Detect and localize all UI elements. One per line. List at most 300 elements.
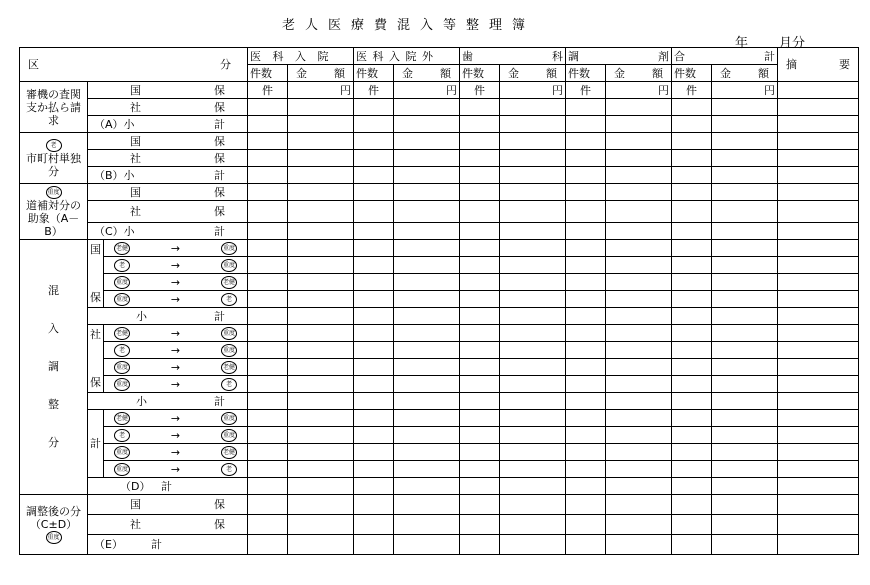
count-cell[interactable] [566,325,606,342]
amount-cell[interactable] [606,308,672,325]
remarks-cell[interactable] [778,167,859,184]
remarks-cell[interactable] [778,342,859,359]
count-cell[interactable] [354,274,394,291]
remarks-cell[interactable] [778,495,859,515]
count-cell[interactable] [566,116,606,133]
amount-cell[interactable] [500,201,566,223]
amount-cell[interactable] [500,150,566,167]
amount-cell[interactable] [606,359,672,376]
count-cell[interactable] [248,167,288,184]
count-cell[interactable] [460,308,500,325]
count-cell[interactable] [672,325,712,342]
table-row [20,495,859,515]
amount-cell[interactable] [500,274,566,291]
count-cell[interactable] [354,376,394,393]
amount-cell[interactable] [606,291,672,308]
count-cell[interactable] [460,201,500,223]
amount-cell[interactable] [500,427,566,444]
count-cell[interactable] [248,342,288,359]
table-row [20,133,859,150]
amount-cell[interactable] [288,342,354,359]
count-cell[interactable] [248,257,288,274]
count-cell[interactable] [354,201,394,223]
amount-cell[interactable] [606,495,672,515]
amount-cell[interactable] [394,167,460,184]
remarks-cell[interactable] [778,427,859,444]
count-cell[interactable] [672,393,712,410]
count-cell[interactable] [672,461,712,478]
count-cell[interactable] [248,201,288,223]
amount-cell[interactable] [606,99,672,116]
judo-badge-icon: 重度 [114,463,130,476]
amount-cell[interactable] [288,167,354,184]
count-cell[interactable] [354,461,394,478]
amount-cell[interactable] [500,495,566,515]
count-cell[interactable] [672,116,712,133]
amount-cell[interactable] [394,461,460,478]
count-cell[interactable] [248,308,288,325]
amount-cell[interactable] [394,150,460,167]
count-cell[interactable] [248,461,288,478]
amount-cell[interactable] [712,535,778,555]
amount-cell[interactable] [500,291,566,308]
remarks-cell[interactable] [778,82,859,99]
row-label-subtotal-b: （B）小 計 [88,167,248,184]
count-cell[interactable] [672,133,712,150]
count-cell[interactable] [672,291,712,308]
amount-cell[interactable] [606,274,672,291]
amount-cell[interactable] [288,427,354,444]
count-cell[interactable] [566,150,606,167]
count-cell[interactable] [248,478,288,495]
amount-cell[interactable] [394,444,460,461]
count-cell[interactable] [460,342,500,359]
count-cell[interactable] [672,257,712,274]
count-cell[interactable] [248,133,288,150]
count-cell[interactable] [248,274,288,291]
amount-cell[interactable] [712,257,778,274]
amount-cell[interactable] [606,535,672,555]
amount-cell[interactable] [712,427,778,444]
count-cell[interactable] [672,274,712,291]
count-cell[interactable] [566,359,606,376]
remarks-cell[interactable] [778,201,859,223]
count-cell[interactable] [460,478,500,495]
count-cell[interactable] [672,99,712,116]
amount-cell[interactable] [712,376,778,393]
amount-cell[interactable] [500,257,566,274]
amount-cell[interactable] [500,223,566,240]
count-cell[interactable] [460,116,500,133]
count-cell[interactable] [354,240,394,257]
remarks-cell[interactable] [778,240,859,257]
count-cell[interactable] [248,240,288,257]
count-cell[interactable] [672,359,712,376]
amount-cell[interactable] [606,444,672,461]
count-cell[interactable] [248,184,288,201]
remarks-cell[interactable] [778,116,859,133]
amount-cell[interactable] [606,201,672,223]
count-cell[interactable] [672,478,712,495]
amount-cell[interactable] [606,184,672,201]
amount-cell[interactable] [712,150,778,167]
amount-cell[interactable] [288,535,354,555]
amount-cell[interactable] [394,325,460,342]
count-cell[interactable] [248,427,288,444]
count-cell[interactable] [460,410,500,427]
amount-cell[interactable] [606,393,672,410]
count-cell[interactable] [566,495,606,515]
count-cell[interactable] [248,410,288,427]
amount-cell[interactable] [606,478,672,495]
count-cell[interactable] [354,99,394,116]
header-kubun: 区 分 [20,48,248,82]
count-cell[interactable] [566,393,606,410]
amount-cell[interactable] [288,495,354,515]
count-cell[interactable] [248,495,288,515]
amount-cell[interactable] [288,478,354,495]
amount-cell[interactable] [394,133,460,150]
count-cell[interactable] [566,240,606,257]
conversion-label: 老 → 重度 [104,257,248,274]
amount-cell[interactable] [606,427,672,444]
amount-cell[interactable] [712,223,778,240]
amount-cell[interactable] [500,515,566,535]
count-cell[interactable] [672,223,712,240]
amount-cell[interactable] [288,461,354,478]
count-cell[interactable] [566,478,606,495]
amount-cell[interactable] [712,393,778,410]
count-cell[interactable] [354,342,394,359]
amount-cell[interactable] [288,325,354,342]
count-cell[interactable] [566,223,606,240]
count-cell[interactable] [566,427,606,444]
count-cell[interactable] [566,342,606,359]
remarks-cell[interactable] [778,478,859,495]
remarks-cell[interactable] [778,223,859,240]
remarks-cell[interactable] [778,535,859,555]
amount-cell[interactable] [500,133,566,150]
count-cell[interactable] [672,240,712,257]
count-cell[interactable] [354,393,394,410]
count-cell[interactable] [460,427,500,444]
amount-cell[interactable] [712,359,778,376]
amount-cell[interactable] [394,240,460,257]
amount-cell[interactable] [288,184,354,201]
count-cell[interactable] [566,535,606,555]
amount-cell[interactable] [712,99,778,116]
amount-cell[interactable] [500,393,566,410]
count-cell[interactable] [672,444,712,461]
count-cell[interactable] [566,133,606,150]
row-label-subtotal: 小 計 [88,393,248,410]
amount-cell[interactable] [288,376,354,393]
remarks-cell[interactable] [778,99,859,116]
roken-badge-icon: 老健 [221,361,237,374]
count-cell[interactable] [460,444,500,461]
count-cell[interactable] [566,167,606,184]
amount-cell[interactable] [394,291,460,308]
amount-cell[interactable] [394,393,460,410]
count-cell[interactable] [354,167,394,184]
remarks-cell[interactable] [778,410,859,427]
count-cell[interactable] [566,291,606,308]
remarks-cell[interactable] [778,376,859,393]
amount-cell[interactable] [288,291,354,308]
amount-cell[interactable] [288,410,354,427]
count-cell[interactable] [248,444,288,461]
amount-cell[interactable] [394,201,460,223]
amount-cell[interactable] [606,515,672,535]
count-cell[interactable] [672,495,712,515]
amount-cell[interactable] [606,223,672,240]
remarks-cell[interactable] [778,359,859,376]
amount-cell[interactable] [712,116,778,133]
count-cell[interactable] [566,461,606,478]
count-cell[interactable] [248,291,288,308]
count-cell[interactable] [672,410,712,427]
count-cell[interactable] [460,376,500,393]
amount-cell[interactable] [712,133,778,150]
amount-cell[interactable] [500,359,566,376]
amount-cell[interactable] [394,257,460,274]
amount-cell[interactable] [288,99,354,116]
count-cell[interactable] [354,478,394,495]
count-cell[interactable] [354,291,394,308]
amount-cell[interactable] [712,325,778,342]
amount-cell[interactable] [712,410,778,427]
count-cell[interactable] [354,184,394,201]
count-cell[interactable] [460,257,500,274]
amount-cell[interactable] [712,515,778,535]
amount-cell[interactable] [606,257,672,274]
amount-cell[interactable] [712,308,778,325]
amount-cell[interactable] [712,167,778,184]
amount-cell[interactable] [500,535,566,555]
amount-cell[interactable] [394,308,460,325]
count-cell[interactable] [460,325,500,342]
count-cell[interactable] [354,223,394,240]
count-cell[interactable] [672,427,712,444]
amount-cell[interactable] [500,410,566,427]
count-cell[interactable] [354,133,394,150]
count-cell[interactable] [460,223,500,240]
amount-cell[interactable] [712,495,778,515]
amount-cell[interactable] [288,257,354,274]
amount-cell[interactable] [288,240,354,257]
amount-cell[interactable] [500,240,566,257]
amount-cell[interactable] [712,461,778,478]
count-cell[interactable] [248,99,288,116]
count-cell[interactable] [566,184,606,201]
count-cell[interactable] [460,99,500,116]
count-cell[interactable] [354,535,394,555]
amount-cell[interactable] [606,342,672,359]
amount-cell[interactable] [288,223,354,240]
amount-cell[interactable] [712,342,778,359]
amount-cell[interactable] [712,274,778,291]
amount-cell[interactable] [500,308,566,325]
amount-cell[interactable] [606,376,672,393]
count-cell[interactable] [354,495,394,515]
amount-cell[interactable] [394,535,460,555]
count-cell[interactable] [566,257,606,274]
amount-cell[interactable] [712,184,778,201]
count-cell[interactable] [248,325,288,342]
amount-cell[interactable] [288,274,354,291]
amount-cell[interactable] [394,184,460,201]
count-cell[interactable] [460,461,500,478]
count-cell[interactable] [460,240,500,257]
count-cell[interactable] [566,308,606,325]
count-cell[interactable] [248,116,288,133]
count-cell[interactable] [460,133,500,150]
remarks-cell[interactable] [778,461,859,478]
count-cell[interactable] [566,515,606,535]
count-cell[interactable] [460,150,500,167]
count-cell[interactable] [354,325,394,342]
amount-cell[interactable] [500,444,566,461]
header-ika-nyuingai: 医 科 入 院 外 [354,48,460,65]
count-cell[interactable] [248,535,288,555]
amount-cell[interactable] [288,133,354,150]
amount-cell[interactable] [712,478,778,495]
count-cell[interactable] [354,359,394,376]
remarks-cell[interactable] [778,444,859,461]
amount-cell[interactable] [394,359,460,376]
amount-cell[interactable] [288,393,354,410]
count-cell[interactable] [672,167,712,184]
amount-cell[interactable] [394,410,460,427]
remarks-cell[interactable] [778,291,859,308]
amount-cell[interactable] [394,376,460,393]
count-cell[interactable] [672,515,712,535]
amount-cell[interactable] [606,167,672,184]
amount-cell[interactable] [712,444,778,461]
count-cell[interactable] [354,410,394,427]
count-cell[interactable] [566,201,606,223]
count-cell[interactable] [354,257,394,274]
remarks-cell[interactable] [778,308,859,325]
remarks-cell[interactable] [778,274,859,291]
count-cell[interactable] [354,308,394,325]
amount-cell[interactable] [288,444,354,461]
count-cell[interactable] [460,359,500,376]
amount-cell[interactable] [500,167,566,184]
amount-cell[interactable] [288,308,354,325]
count-cell[interactable] [354,444,394,461]
count-cell[interactable] [354,427,394,444]
remarks-cell[interactable] [778,257,859,274]
amount-cell[interactable] [712,240,778,257]
count-cell[interactable] [248,223,288,240]
count-cell[interactable] [672,342,712,359]
count-cell[interactable] [672,308,712,325]
amount-cell[interactable] [394,478,460,495]
count-cell[interactable] [460,184,500,201]
count-cell[interactable] [248,376,288,393]
amount-cell[interactable] [606,240,672,257]
count-cell[interactable] [460,167,500,184]
remarks-cell[interactable] [778,393,859,410]
amount-cell[interactable] [500,461,566,478]
amount-cell[interactable] [500,325,566,342]
count-cell[interactable] [460,393,500,410]
count-cell[interactable] [566,376,606,393]
count-cell[interactable] [460,535,500,555]
count-cell[interactable] [248,515,288,535]
count-cell[interactable] [248,150,288,167]
count-cell[interactable] [460,291,500,308]
count-cell[interactable] [566,99,606,116]
amount-cell[interactable] [394,99,460,116]
count-cell[interactable] [672,535,712,555]
count-cell[interactable] [566,410,606,427]
remarks-cell[interactable] [778,515,859,535]
amount-cell[interactable] [394,116,460,133]
amount-cell[interactable] [394,274,460,291]
amount-cell[interactable] [288,359,354,376]
remarks-cell[interactable] [778,325,859,342]
amount-cell[interactable] [288,201,354,223]
amount-cell[interactable] [500,184,566,201]
count-cell[interactable] [460,495,500,515]
count-cell[interactable] [566,444,606,461]
amount-cell[interactable] [288,515,354,535]
count-cell[interactable] [248,359,288,376]
amount-cell[interactable] [606,410,672,427]
amount-cell[interactable] [500,99,566,116]
amount-cell[interactable] [394,223,460,240]
count-cell[interactable] [354,116,394,133]
amount-cell[interactable] [500,478,566,495]
count-cell[interactable] [460,274,500,291]
amount-cell[interactable] [288,116,354,133]
count-cell[interactable] [460,515,500,535]
amount-cell[interactable] [500,116,566,133]
count-cell[interactable] [672,150,712,167]
amount-cell[interactable] [606,133,672,150]
count-cell[interactable] [248,393,288,410]
amount-cell[interactable] [394,342,460,359]
table-row [20,308,859,325]
count-cell[interactable] [672,184,712,201]
amount-cell[interactable] [394,427,460,444]
count-cell[interactable] [354,515,394,535]
amount-cell[interactable] [500,376,566,393]
amount-cell[interactable] [712,291,778,308]
yen-unit: 円 [288,82,354,99]
header-chozai: 調 剤 [566,48,672,65]
amount-cell[interactable] [606,325,672,342]
amount-cell[interactable] [394,495,460,515]
count-cell[interactable] [672,376,712,393]
remarks-cell[interactable] [778,184,859,201]
amount-cell[interactable] [288,150,354,167]
amount-cell[interactable] [500,342,566,359]
count-cell[interactable] [672,201,712,223]
table-row [20,150,859,167]
amount-cell[interactable] [712,201,778,223]
remarks-cell[interactable] [778,133,859,150]
remarks-cell[interactable] [778,150,859,167]
amount-cell[interactable] [394,515,460,535]
amount-cell[interactable] [606,150,672,167]
count-cell[interactable] [566,274,606,291]
amount-cell[interactable] [606,461,672,478]
amount-cell[interactable] [606,116,672,133]
count-cell[interactable] [354,150,394,167]
